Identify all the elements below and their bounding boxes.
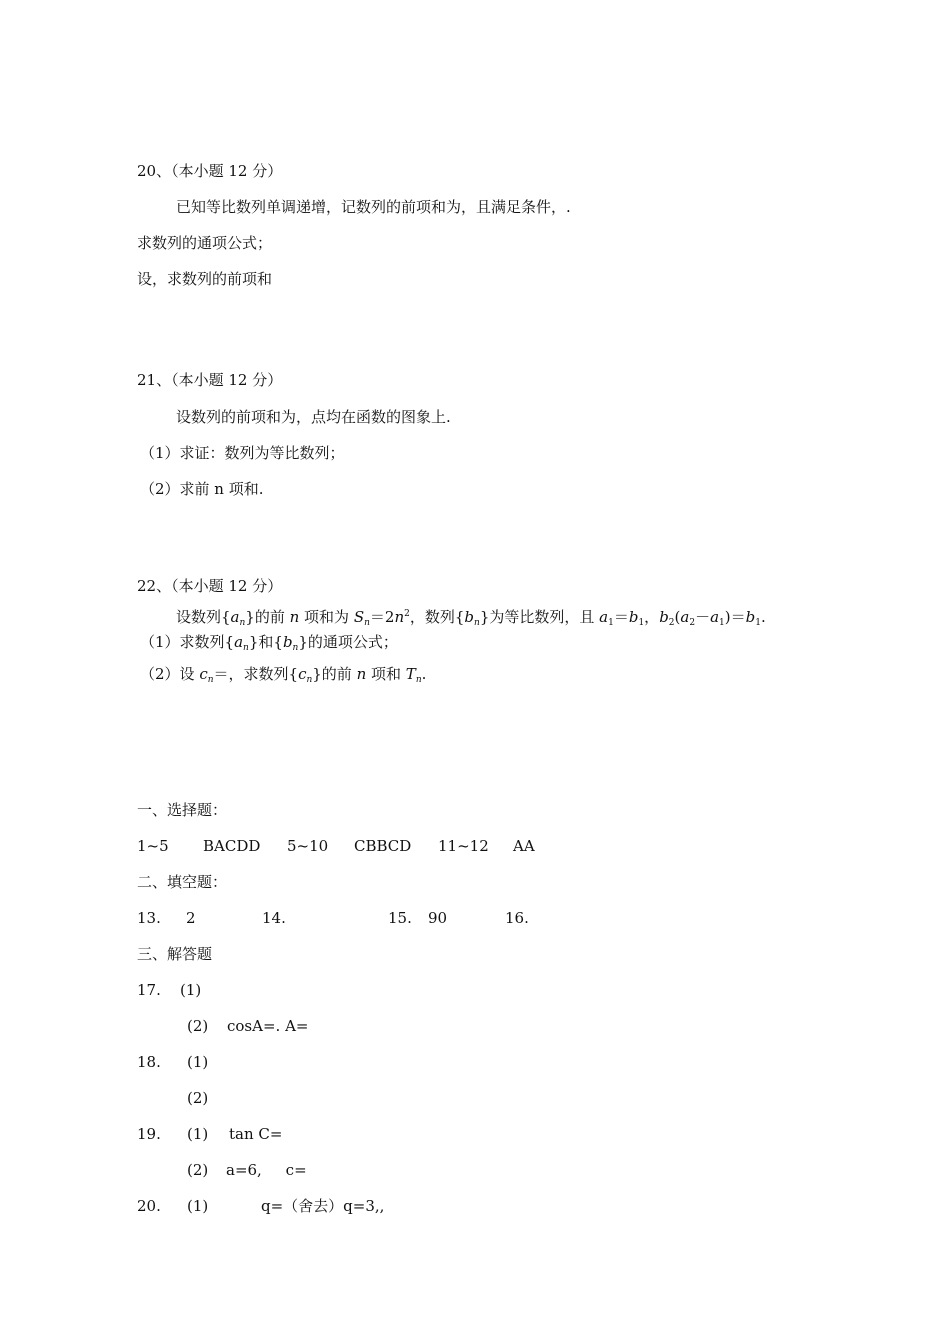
q20-part2: 设，求数列的前项和 bbox=[137, 270, 273, 288]
q21-part2: （2）求前 n 项和. bbox=[140, 480, 264, 498]
fill-number: 15. bbox=[388, 909, 412, 927]
q20-stem: 已知等比数列单调递增，记数列的前项和为，且满足条件，. bbox=[176, 198, 571, 216]
q17-part2-answer: cosA=. A= bbox=[227, 1017, 309, 1035]
mc-answer: CBBCD bbox=[354, 837, 412, 855]
fill-number: 13. bbox=[137, 909, 161, 927]
mc-range: 1~5 bbox=[137, 837, 169, 855]
q19-part1-answer: tan C= bbox=[229, 1125, 283, 1143]
q22-stem: 设数列$\{a_n\}$的前 n 项和为 $S_n=2n^2$，数列$\{b_n\}$为等比数列，且 $a_1=b_1$，$b_2(a_2-a_1)=b_1$. bbox=[176, 608, 766, 628]
q17-number: 17. bbox=[137, 981, 161, 999]
q20-part1-answer: q=（舍去）q=3,, bbox=[261, 1197, 385, 1215]
mc-answer: AA bbox=[513, 837, 535, 855]
q18-part2-label: (2) bbox=[187, 1089, 209, 1107]
q21-part1: （1）求证：数列为等比数列； bbox=[140, 444, 345, 462]
mc-range: 11~12 bbox=[438, 837, 489, 855]
answers-section-choice-title: 一、选择题： bbox=[137, 801, 228, 819]
fill-number: 16. bbox=[505, 909, 529, 927]
q17-part1-label: (1) bbox=[180, 981, 202, 999]
q21-stem: 设数列的前项和为，点均在函数的图象上. bbox=[176, 408, 451, 426]
fill-answer: 90 bbox=[428, 909, 448, 927]
q20-answer-number: 20. bbox=[137, 1197, 161, 1215]
fill-answer: 2 bbox=[186, 909, 196, 927]
q22-header: 22、（本小题 12 分） bbox=[137, 577, 283, 595]
q22-part1: （1）求数列$\{a_n\}$和$\{b_n\}$的通项公式； bbox=[140, 633, 398, 653]
q17-part2-label: (2) bbox=[187, 1017, 209, 1035]
q18-part1-label: (1) bbox=[187, 1053, 209, 1071]
q19-number: 19. bbox=[137, 1125, 161, 1143]
q18-number: 18. bbox=[137, 1053, 161, 1071]
q20-header: 20、（本小题 12 分） bbox=[137, 162, 283, 180]
answers-section-solution-title: 三、解答题 bbox=[137, 945, 213, 963]
q20-part1-label: (1) bbox=[187, 1197, 209, 1215]
q19-part1-label: (1) bbox=[187, 1125, 209, 1143]
q21-header: 21、（本小题 12 分） bbox=[137, 371, 283, 389]
mc-range: 5~10 bbox=[287, 837, 329, 855]
mc-answer: BACDD bbox=[203, 837, 261, 855]
q19-part2-answer: a=6, c= bbox=[226, 1161, 307, 1179]
q20-part1: 求数列的通项公式； bbox=[137, 234, 273, 252]
answers-section-fill-title: 二、填空题： bbox=[137, 873, 228, 891]
fill-number: 14. bbox=[262, 909, 286, 927]
q22-part2: （2）设 $c_n=$，求数列$\{c_n\}$的前 n 项和 $T_n$. bbox=[140, 665, 427, 685]
q19-part2-label: (2) bbox=[187, 1161, 209, 1179]
